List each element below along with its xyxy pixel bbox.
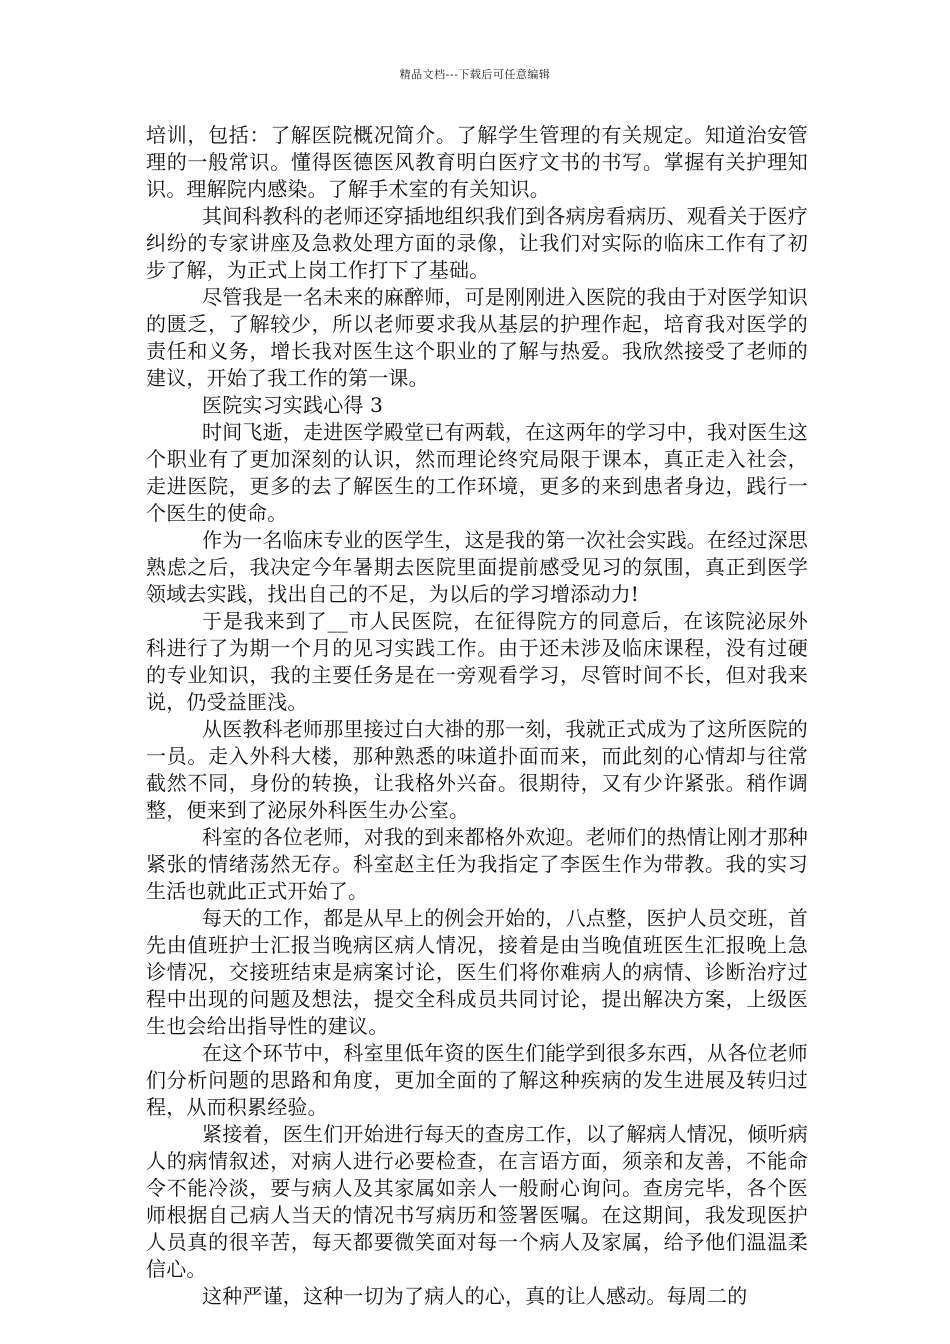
paragraph: 作为一名临床专业的医学生，这是我的第一次社会实践。在经过深思熟虑之后，我决定今年暑期去医院里面提前感受见习的氛围，真正到医学领域去实践，找出自己的不足，为以后的学习增添动力! (146, 528, 808, 606)
paragraph: 其间科教科的老师还穿插地组织我们到各病房看病历、观看关于医疗纠纷的专家讲座及急救处理方面的录像，让我们对实际的临床工作有了初步了解，为正式上岗工作打下了基础。 (146, 204, 808, 282)
section-heading: 医院实习实践心得 3 (202, 393, 384, 417)
paragraph: 时间飞逝，走进医学殿堂已有两载，在这两年的学习中，我对医生这个职业有了更加深刻的认识，然而理论终究局限于课本，真正走入社会，走进医院，更多的去了解医生的工作环境，更多的来到患者身边，践行一个医生的使命。 (146, 420, 808, 525)
paragraph: 紧接着，医生们开始进行每天的查房工作，以了解病人情况，倾听病人的病情叙述，对病人进行必要检查，在言语方面，须亲和友善，不能命令不能冷淡，要与病人及其家属如亲人一般耐心询问。查房完毕，各个医师根据自己病人当天的情况书写病历和签署医嘱。在这期间，我发现医护人员真的很辛苦，每天都要微笑面对每一个病人及家属，给予他们温温柔信心。 (146, 1122, 808, 1281)
paragraph: 在这个环节中，科室里低年资的医生们能学到很多东西，从各位老师们分析问题的思路和角度，更加全面的了解这种疾病的发生进展及转归过程，从而积累经验。 (146, 1041, 808, 1119)
paragraph: 培训，包括：了解医院概况简介。了解学生管理的有关规定。知道治安管理的一般常识。懂得医德医风教育明白医疗文书的书写。掌握有关护理知识。理解院内感染。了解手术室的有关知识。 (146, 123, 808, 201)
paragraph: 于是我来到了__市人民医院，在征得院方的同意后，在该院泌尿外科进行了为期一个月的见习实践工作。由于还未涉及临床课程，没有过硬的专业知识，我的主要任务是在一旁观看学习，尽管时间不长，但对我来说，仍受益匪浅。 (146, 609, 808, 714)
document-body (146, 122, 808, 1310)
paragraph: 科室的各位老师，对我的到来都格外欢迎。老师们的热情让刚才那种紧张的情绪荡然无存。科室赵主任为我指定了李医生作为带教。我的实习生活也就此正式开始了。 (146, 825, 808, 903)
paragraph: 尽管我是一名未来的麻醉师，可是刚刚进入医院的我由于对医学知识的匮乏，了解较少，所以老师要求我从基层的护理作起，培育我对医学的责任和义务，增长我对医生这个职业的了解与热爱。我欣然接受了老师的建议，开始了我工作的第一课。 (146, 285, 808, 390)
paragraph: 每天的工作，都是从早上的例会开始的，八点整，医护人员交班，首先由值班护士汇报当晚病区病人情况，接着是由当晚值班医生汇报晚上急诊情况，交接班结束是病案讨论，医生们将你难病人的病情、诊断治疗过程中出现的问题及想法，提交全科成员共同讨论，提出解决方案，上级医生也会给出指导性的建议。 (146, 906, 808, 1038)
paragraph: 从医教科老师那里接过白大褂的那一刻，我就正式成为了这所医院的一员。走入外科大楼，那种熟悉的味道扑面而来，而此刻的心情却与往常截然不同，身份的转换，让我格外兴奋。很期待，又有少许紧张。稍作调整，便来到了泌尿外科医生办公室。 (146, 717, 808, 822)
page-header: 精品文档---下载后可任意编辑 (399, 68, 551, 81)
paragraph: 这种严谨，这种一切为了病人的心，真的让人感动。每周二的 (202, 1284, 748, 1308)
